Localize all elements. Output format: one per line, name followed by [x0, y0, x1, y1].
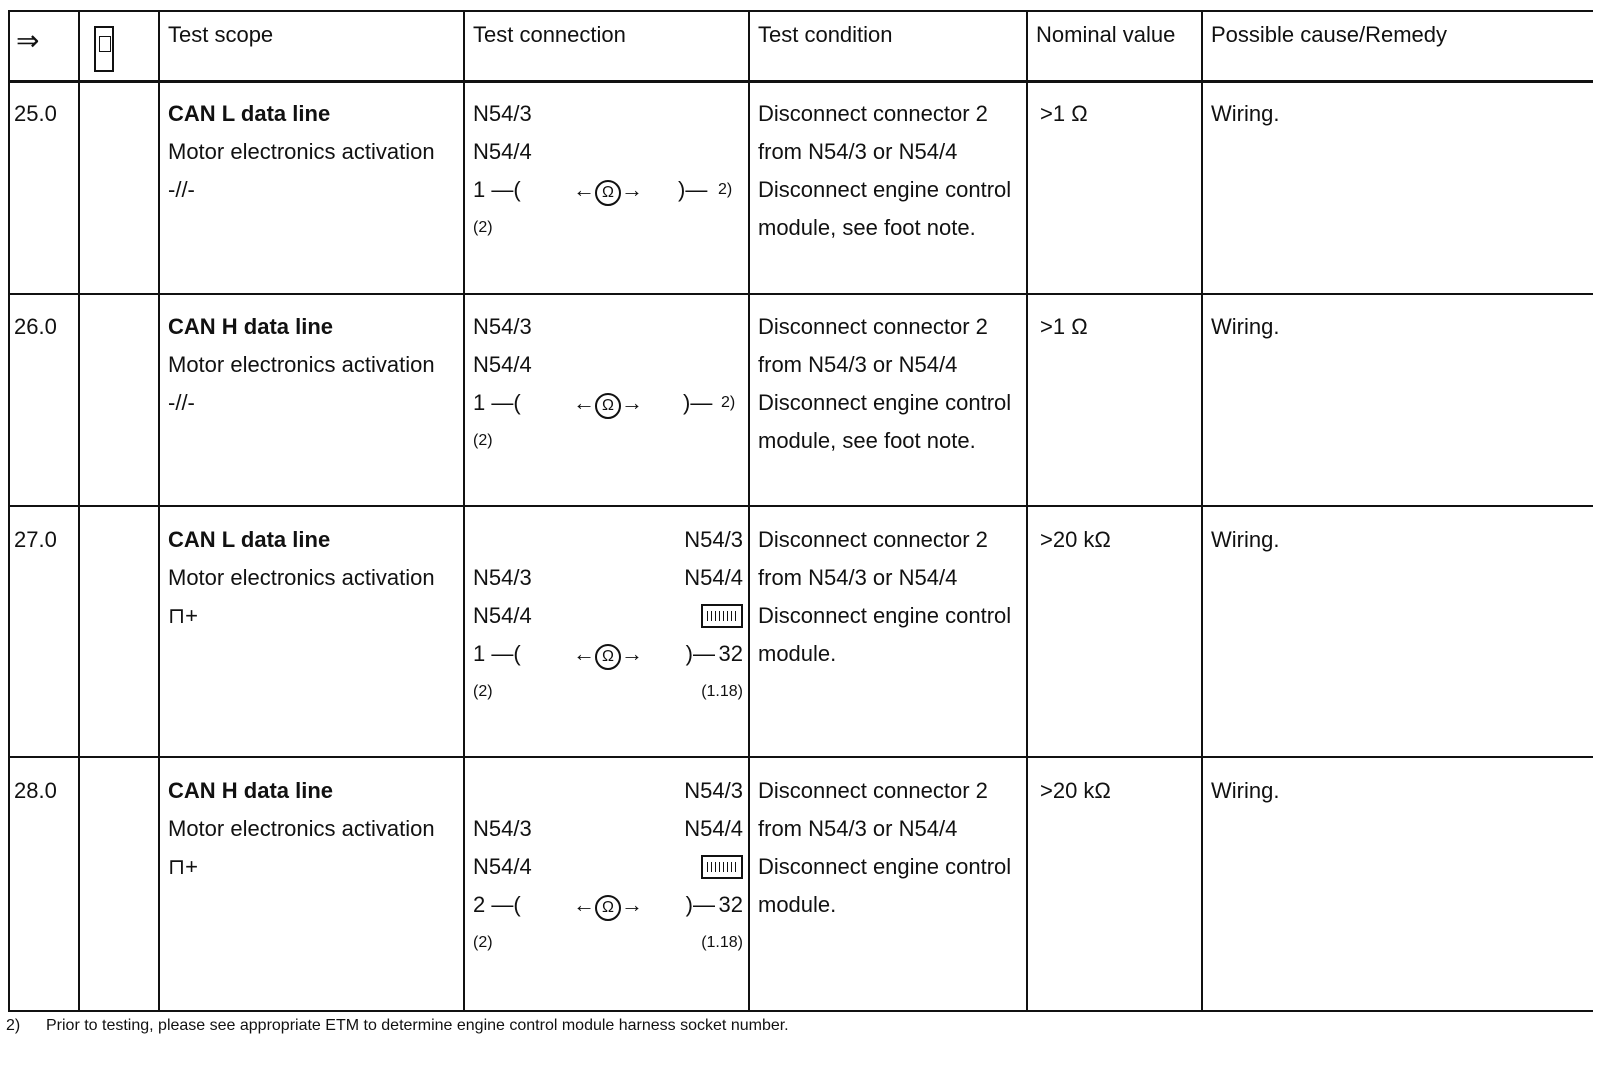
nominal-value: >20 kΩ [1040, 527, 1111, 552]
connection-line: N54/3 [473, 565, 532, 590]
condition-line: Disconnect connector 2 [758, 101, 988, 126]
ohmmeter-icon: ← Ω → [573, 171, 643, 209]
row-divider [8, 293, 1593, 295]
row-divider [8, 505, 1593, 507]
plug-right-icon: )— [678, 177, 708, 202]
header-cause-remedy: Possible cause/Remedy [1211, 22, 1448, 47]
plug-right-icon: )— [685, 892, 715, 917]
arrow-icon: ⇒ [16, 25, 40, 56]
remedy: Wiring. [1211, 778, 1280, 803]
footnote [6, 1017, 789, 1035]
scope-symbol: ⊓+ [168, 854, 199, 879]
table-top-border [8, 10, 1593, 12]
nominal-value: >1 Ω [1040, 314, 1088, 339]
condition-line: from N54/3 or N54/4 [758, 565, 958, 590]
scope-subtitle: Motor electronics activation [168, 352, 435, 377]
pin-left: 1 [473, 390, 486, 415]
socket-box-icon [701, 604, 743, 628]
scope-symbol: ⊓+ [168, 603, 199, 628]
row-divider [8, 756, 1593, 758]
connection-top-right: N54/3 [684, 527, 743, 552]
footnote-text: Prior to testing, please see appropriate ETM to determine engine control module harness socket number. [46, 1017, 789, 1034]
condition-line: Disconnect engine control [758, 603, 1012, 628]
scope-title: CAN L data line [168, 527, 331, 552]
tester-icon [94, 26, 114, 72]
condition-line: Disconnect connector 2 [758, 527, 988, 552]
scope-subtitle: Motor electronics activation [168, 139, 435, 164]
col-border [463, 10, 465, 1012]
note-left: (2) [473, 683, 493, 700]
pin-right: 2) [718, 181, 733, 198]
condition-line: module. [758, 892, 837, 917]
condition-line: module, see foot note. [758, 215, 976, 240]
header-test-scope: Test scope [168, 22, 274, 47]
ohmmeter-icon: ← Ω → [573, 635, 643, 673]
pin-right: 32 [718, 892, 743, 917]
remedy: Wiring. [1211, 101, 1280, 126]
connection-right-line: N54/4 [684, 565, 743, 590]
connection-line: N54/4 [473, 352, 532, 377]
header-nominal-value: Nominal value [1036, 22, 1176, 47]
scope-symbol: -//- [168, 390, 195, 415]
col-border [158, 10, 160, 1012]
col-border [8, 10, 10, 1012]
plug-right-icon: )— [685, 641, 715, 666]
connection-line: N54/4 [473, 139, 532, 164]
note-left: (2) [473, 432, 493, 449]
col-border [1026, 10, 1028, 1012]
step-number: 28.0 [14, 778, 57, 803]
connection-line: N54/3 [473, 816, 532, 841]
plug-left-icon: —( [485, 177, 521, 202]
pin-left: 1 [473, 177, 486, 202]
condition-line: Disconnect engine control [758, 177, 1012, 202]
step-number: 27.0 [14, 527, 57, 552]
remedy: Wiring. [1211, 527, 1280, 552]
condition-line: from N54/3 or N54/4 [758, 816, 958, 841]
scope-subtitle: Motor electronics activation [168, 565, 435, 590]
remedy: Wiring. [1211, 314, 1280, 339]
header-test-connection: Test connection [473, 22, 626, 47]
step-number: 25.0 [14, 101, 57, 126]
note-left: (2) [473, 934, 493, 951]
scope-title: CAN L data line [168, 101, 331, 126]
connection-right-line: N54/4 [684, 816, 743, 841]
pin-right: 2) [721, 394, 736, 411]
condition-line: Disconnect connector 2 [758, 314, 988, 339]
condition-line: Disconnect engine control [758, 390, 1012, 415]
footnote-number: 2) [6, 1017, 21, 1034]
connection-top-right: N54/3 [684, 778, 743, 803]
condition-line: module, see foot note. [758, 428, 976, 453]
plug-left-icon: —( [485, 892, 521, 917]
note-right: (1.18) [701, 934, 743, 951]
col-border [748, 10, 750, 1012]
scope-title: CAN H data line [168, 314, 334, 339]
header-divider [8, 80, 1593, 83]
connection-line: N54/3 [473, 314, 532, 339]
plug-right-icon: )— [683, 390, 713, 415]
col-border [78, 10, 80, 1012]
table-bottom-border [8, 1010, 1593, 1012]
scope-subtitle: Motor electronics activation [168, 816, 435, 841]
connection-line: N54/4 [473, 854, 532, 879]
connection-line: N54/3 [473, 101, 532, 126]
condition-line: Disconnect connector 2 [758, 778, 988, 803]
pin-left: 1 [473, 641, 486, 666]
nominal-value: >1 Ω [1040, 101, 1088, 126]
ohmmeter-icon: ← Ω → [573, 384, 643, 422]
condition-line: Disconnect engine control [758, 854, 1012, 879]
col-border [1201, 10, 1203, 1012]
nominal-value: >20 kΩ [1040, 778, 1111, 803]
scope-title: CAN H data line [168, 778, 334, 803]
socket-box-icon [701, 855, 743, 879]
step-number: 26.0 [14, 314, 57, 339]
pin-left: 2 [473, 892, 486, 917]
note-left: (2) [473, 219, 493, 236]
scope-symbol: -//- [168, 177, 195, 202]
pin-right: 32 [718, 641, 743, 666]
header-test-condition: Test condition [758, 22, 893, 47]
condition-line: module. [758, 641, 837, 666]
note-right: (1.18) [701, 683, 743, 700]
plug-left-icon: —( [485, 641, 521, 666]
condition-line: from N54/3 or N54/4 [758, 139, 958, 164]
ohmmeter-icon: ← Ω → [573, 886, 643, 924]
connection-line: N54/4 [473, 603, 532, 628]
condition-line: from N54/3 or N54/4 [758, 352, 958, 377]
plug-left-icon: —( [485, 390, 521, 415]
